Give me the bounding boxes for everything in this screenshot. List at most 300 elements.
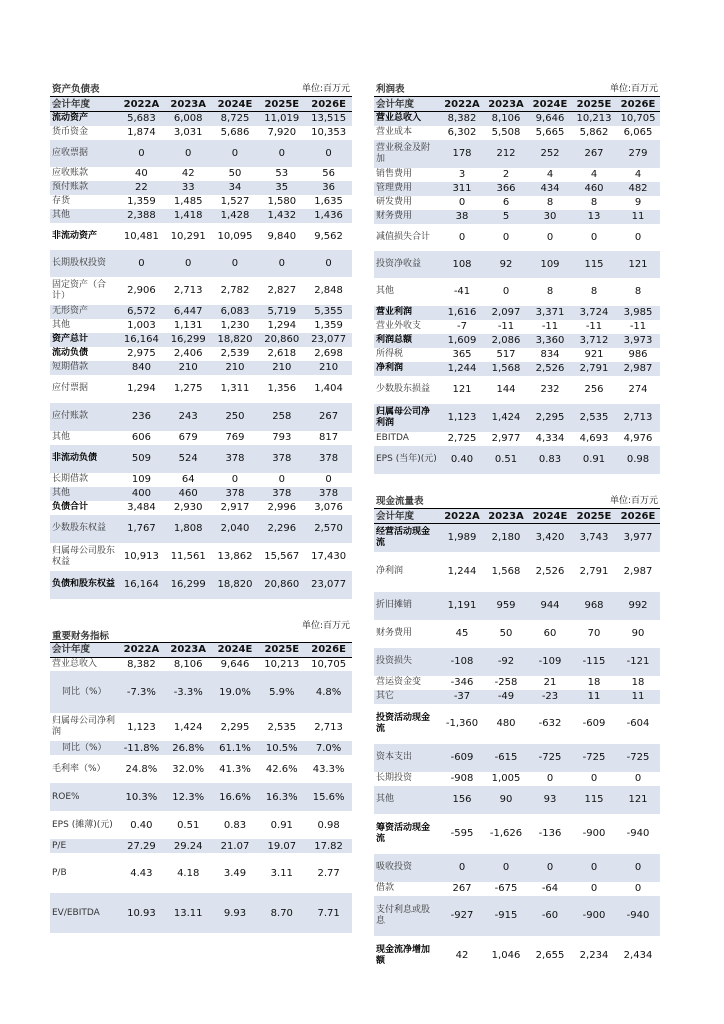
year-header-row (374, 509, 660, 524)
row-label: 吸收投资 (374, 854, 440, 882)
table-row (50, 893, 352, 933)
cash-flow-table (374, 494, 660, 976)
cell-value: 12.3% (165, 783, 212, 811)
cell-value: 0 (212, 140, 259, 167)
cell-value: 480 (496, 718, 516, 729)
table-row (50, 501, 352, 515)
cell-value: 434 (528, 182, 572, 196)
table-row (374, 182, 660, 196)
cell-value: 2,713 (314, 721, 343, 733)
cell-value: 41.3% (219, 763, 251, 775)
cell-value: 679 (178, 432, 198, 443)
cell-value: -632 (538, 718, 562, 729)
cell-value: -940 (626, 828, 650, 839)
cell-value: 16,299 (165, 571, 212, 599)
cell-value: -604 (626, 718, 650, 729)
cell-value: -108 (440, 648, 484, 676)
table-row (50, 403, 352, 431)
cell-value: 2,406 (173, 348, 203, 359)
cell-value: 13 (572, 210, 616, 224)
table-row (50, 223, 352, 250)
row-label: 利润总额 (374, 334, 440, 348)
table-row (374, 704, 660, 744)
cell-value: -609 (440, 744, 484, 772)
cell-value: 70 (587, 628, 601, 639)
cell-value: 2,086 (484, 334, 528, 348)
cell-value: 21 (543, 677, 557, 688)
cell-value: 9,646 (528, 112, 572, 126)
table-row (50, 112, 352, 126)
row-label: 无形资产 (50, 305, 118, 319)
cell-value: 1,616 (440, 306, 484, 320)
table-row (374, 126, 660, 140)
cell-value: 1,635 (314, 196, 343, 207)
balance-sheet-block (50, 82, 352, 599)
cell-value: 2,987 (616, 362, 660, 376)
cell-value: 17.82 (305, 839, 352, 853)
row-label: 营业成本 (376, 127, 413, 137)
cell-value: 2,713 (173, 285, 203, 296)
cell-value: 267 (572, 140, 616, 168)
row-label: 经营活动现金流 (374, 524, 440, 552)
cell-value: 90 (484, 786, 528, 814)
table-row (50, 167, 352, 181)
cell-value: 6,572 (118, 305, 165, 319)
cell-value: 2,535 (572, 404, 616, 432)
year-header: 2026E (616, 509, 660, 524)
table-row (50, 853, 352, 893)
cell-value: -927 (440, 896, 484, 936)
cell-value: 1,359 (314, 320, 343, 331)
cell-value: 40 (135, 168, 148, 179)
cell-value: 232 (540, 384, 560, 395)
cell-value: 90 (631, 628, 645, 639)
cell-value: 2,848 (314, 285, 343, 296)
cell-value: -7 (457, 321, 467, 332)
cell-value: 5,665 (535, 127, 565, 138)
row-label: 筹资活动现金流 (376, 822, 431, 844)
cell-value: 210 (212, 361, 259, 375)
table-row (374, 786, 660, 814)
cell-value: 45 (455, 628, 469, 639)
cell-value: 3,360 (528, 334, 572, 348)
cell-value: 6,008 (165, 112, 212, 126)
cell-value: 1,424 (173, 721, 203, 733)
cell-value: 36 (305, 181, 352, 195)
cell-value: 30 (528, 210, 572, 224)
row-label: 应付账款 (50, 403, 118, 431)
cell-value: 1,275 (173, 383, 203, 394)
cell-value: 33 (165, 181, 212, 195)
cell-value: -908 (450, 773, 474, 784)
row-label: 营业外收支 (376, 321, 422, 331)
cell-value: 986 (628, 349, 648, 360)
row-label: 营业税金及附加 (374, 140, 440, 168)
cell-value: 4 (590, 169, 598, 180)
table-row (50, 741, 352, 755)
row-label: 营运资金变 (376, 677, 422, 687)
cell-value: 11,561 (170, 551, 206, 562)
table-row (50, 209, 352, 223)
cell-value: -41 (453, 286, 471, 297)
financial-ratios-block (50, 612, 352, 933)
cell-value: 366 (484, 182, 528, 196)
row-label: 销售费用 (376, 169, 413, 179)
cell-value: 2,296 (258, 515, 305, 543)
table-row (50, 657, 352, 671)
cell-value: 7.0% (305, 741, 352, 755)
cell-value: 50 (499, 628, 513, 639)
table-row (50, 811, 352, 839)
cell-value: -60 (528, 896, 572, 936)
cell-value: 243 (165, 403, 212, 431)
cell-value: 3.49 (223, 867, 247, 879)
cell-value: 16.6% (212, 783, 259, 811)
cell-value: 4.18 (177, 867, 200, 879)
cell-value: 378 (212, 487, 259, 501)
fiscal-year-label: 会计年度 (374, 97, 440, 112)
row-label: 其他 (52, 432, 71, 442)
year-header: 2023A (165, 642, 212, 657)
cell-value: -900 (582, 828, 606, 839)
cell-value: -11.8% (118, 741, 165, 755)
row-label: 负债合计 (52, 502, 89, 512)
row-label: 净利润 (376, 566, 404, 576)
cell-value: -595 (450, 828, 474, 839)
cell-value: 42 (455, 950, 469, 961)
cell-value: 108 (440, 251, 484, 278)
fiscal-year-label: 会计年度 (374, 509, 440, 524)
cell-value: 1,294 (267, 320, 297, 331)
cell-value: 0 (258, 140, 305, 167)
cell-value: 0.91 (572, 446, 616, 474)
cell-value: 42 (181, 168, 195, 179)
cell-value: 6,302 (447, 127, 477, 138)
cell-value: 2,987 (623, 566, 653, 577)
table-row (374, 896, 660, 936)
cell-value: 5,355 (305, 305, 352, 319)
cell-value: 2,526 (535, 566, 565, 577)
cell-value: -11 (629, 321, 647, 332)
cell-value: 10,705 (616, 112, 660, 126)
table-row (50, 333, 352, 347)
row-label: 固定资产（合计） (52, 279, 107, 301)
cell-value: 115 (572, 786, 616, 814)
cell-value: 1,424 (484, 404, 528, 432)
cell-value: 0 (590, 773, 598, 784)
table-title: 利润表 (374, 82, 572, 97)
cell-value: 2,917 (220, 502, 250, 513)
table-row (374, 936, 660, 976)
table-row (50, 487, 352, 501)
cell-value: 1,418 (165, 209, 212, 223)
cell-value: 250 (212, 403, 259, 431)
cell-value: 992 (616, 592, 660, 620)
unit-label: 单位:百万元 (572, 494, 660, 509)
cell-value: 16,164 (118, 333, 165, 347)
cell-value: 3 (458, 169, 466, 180)
cell-value: 0 (325, 474, 332, 485)
row-label: 营业利润 (374, 306, 440, 320)
row-label: 研发费用 (376, 197, 413, 207)
cell-value: 1,527 (220, 196, 250, 207)
cell-value: 0 (616, 854, 660, 882)
cell-value: 5,686 (220, 127, 250, 138)
cell-value: -615 (484, 744, 528, 772)
balance-sheet-table (50, 82, 352, 599)
cell-value: 1,432 (258, 209, 305, 223)
cell-value: 6,447 (165, 305, 212, 319)
row-label: 应收账款 (52, 168, 89, 178)
cell-value: 64 (181, 474, 195, 485)
table-row (374, 744, 660, 772)
cell-value: 34 (212, 181, 259, 195)
year-header: 2022A (440, 509, 484, 524)
cell-value: 0 (458, 231, 466, 243)
cell-value: 4 (634, 169, 642, 180)
row-label: 同比（%） (50, 671, 118, 713)
cell-value: 11 (616, 210, 660, 224)
table-row (50, 543, 352, 571)
year-header: 2025E (572, 97, 616, 112)
cell-value: 0 (634, 883, 642, 894)
table-row (374, 690, 660, 704)
cell-value: 1,123 (127, 721, 156, 733)
cell-value: 210 (305, 361, 352, 375)
year-header-row (374, 97, 660, 112)
row-label: 预付账款 (50, 181, 118, 195)
cell-value: 8 (546, 197, 554, 208)
cell-value: 460 (572, 182, 616, 196)
cell-value: 3,371 (528, 306, 572, 320)
table-row (50, 431, 352, 445)
cell-value: 2,097 (484, 306, 528, 320)
cell-value: 2,180 (484, 524, 528, 552)
cell-value: 2,996 (267, 502, 297, 513)
cell-value: 11,019 (258, 112, 305, 126)
table-row (374, 676, 660, 690)
cell-value: 1,874 (127, 127, 156, 138)
cell-value: 460 (165, 487, 212, 501)
cell-value: 2,535 (267, 721, 297, 733)
table-row (50, 375, 352, 403)
cell-value: 1,294 (127, 383, 156, 394)
table-row (50, 713, 352, 741)
cell-value: 378 (305, 487, 352, 501)
year-header: 2024E (528, 509, 572, 524)
cell-value: 50 (228, 168, 242, 179)
row-label: 资产总计 (50, 333, 118, 347)
row-label: 少数股东损益 (376, 384, 431, 394)
cell-value: 0 (572, 854, 616, 882)
cell-value: 378 (212, 445, 259, 473)
cell-value: 1,005 (491, 773, 521, 784)
cell-value: 8,382 (440, 112, 484, 126)
cell-value: 4 (546, 169, 554, 180)
row-label: 流动负债 (52, 348, 89, 358)
cell-value: 92 (484, 251, 528, 278)
table-row (374, 814, 660, 854)
year-header: 2025E (572, 509, 616, 524)
cell-value: 4,693 (579, 433, 609, 444)
year-header: 2023A (484, 97, 528, 112)
row-label: 其他 (52, 320, 71, 330)
table-row (50, 195, 352, 209)
table-row (374, 251, 660, 278)
cell-value: 769 (225, 432, 245, 443)
cell-value: -11 (585, 321, 603, 332)
table-title-row (50, 82, 352, 97)
table-row (50, 361, 352, 375)
cell-value: 2,040 (212, 515, 259, 543)
cell-value: 93 (528, 786, 572, 814)
cell-value: 256 (584, 384, 604, 395)
row-label: EV/EBITDA (50, 893, 118, 933)
cell-value: 3,712 (572, 334, 616, 348)
row-label: 净利润 (374, 362, 440, 376)
cell-value: 11 (616, 690, 660, 704)
cell-value: -49 (484, 690, 528, 704)
cell-value: 8,106 (173, 658, 203, 670)
cell-value: 8 (590, 286, 598, 297)
cell-value: 3,724 (572, 306, 616, 320)
table-row (374, 348, 660, 362)
table-row (374, 362, 660, 376)
cell-value: 0.98 (317, 819, 340, 831)
table-row (374, 882, 660, 896)
cell-value: 8 (590, 197, 598, 208)
cell-value: 43.3% (312, 763, 345, 775)
table-row (374, 112, 660, 126)
cell-value: 53 (275, 168, 289, 179)
cell-value: 10,705 (311, 658, 347, 670)
cell-value: 1,356 (267, 383, 297, 394)
cell-value: 7,920 (267, 127, 297, 138)
cell-value: 0.40 (130, 819, 153, 831)
cell-value: 210 (258, 361, 305, 375)
cell-value: 1,767 (118, 515, 165, 543)
row-label: 营业总收入 (52, 658, 98, 669)
cell-value: 3,743 (572, 524, 616, 552)
cell-value: 10.93 (118, 893, 165, 933)
cell-value: 10,213 (572, 112, 616, 126)
cell-value: -675 (494, 883, 518, 894)
row-label: 非流动资产 (52, 230, 98, 241)
cell-value: 9.93 (212, 893, 259, 933)
table-title: 资产负债表 (50, 82, 258, 97)
row-label: 管理费用 (374, 182, 440, 196)
cell-value: 3,484 (127, 502, 156, 513)
cell-value: -900 (572, 896, 616, 936)
cell-value: 42.6% (265, 763, 298, 775)
cell-value: 2,827 (267, 285, 297, 296)
table-row (50, 515, 352, 543)
table-row (374, 524, 660, 552)
cell-value: 0 (546, 231, 554, 243)
table-row (374, 306, 660, 320)
year-header-row (50, 642, 352, 657)
table-row (374, 592, 660, 620)
income-statement-table (374, 82, 660, 474)
cell-value: 267 (305, 403, 352, 431)
cell-value: 3,031 (173, 127, 203, 138)
cell-value: 1,131 (173, 320, 203, 331)
cell-value: 0 (165, 250, 212, 277)
cell-value: 279 (616, 140, 660, 168)
row-label: 其他 (50, 209, 118, 223)
cell-value: 3,977 (616, 524, 660, 552)
cell-value: 2,234 (579, 950, 609, 961)
cell-value: 4,334 (535, 433, 565, 444)
cell-value: 0.91 (270, 819, 293, 831)
row-label: 长期借款 (52, 474, 89, 484)
cell-value: 0 (278, 474, 285, 485)
cell-value: 0 (231, 474, 239, 485)
year-header: 2025E (258, 97, 305, 112)
table-row (50, 305, 352, 319)
cell-value: 0 (634, 231, 642, 243)
table-title: 现金流量表 (374, 494, 572, 509)
cell-value: 517 (496, 349, 516, 360)
row-label: 存货 (52, 196, 71, 206)
table-row (374, 648, 660, 676)
table-row (50, 347, 352, 361)
cell-value: 0 (528, 854, 572, 882)
cell-value: 5.9% (258, 671, 305, 713)
cell-value: 10,291 (170, 230, 206, 242)
cell-value: 10,095 (217, 230, 253, 242)
cell-value: 0 (118, 250, 165, 277)
cell-value: 27.29 (118, 839, 165, 853)
row-label: EPS (当年)(元) (374, 446, 440, 474)
year-header: 2022A (118, 642, 165, 657)
cell-value: 6 (502, 197, 510, 208)
fiscal-year-label: 会计年度 (50, 642, 118, 657)
row-label: EBITDA (376, 433, 409, 443)
row-label: 借款 (376, 883, 395, 893)
row-label: 营业总收入 (374, 112, 440, 126)
table-row (50, 783, 352, 811)
cell-value: 2,782 (220, 285, 250, 296)
cell-value: 22 (118, 181, 165, 195)
cell-value: 793 (272, 432, 292, 443)
cell-value: 834 (540, 349, 560, 360)
cell-value: 3.11 (270, 867, 293, 879)
cell-value: 8,382 (127, 658, 156, 670)
cell-value: -1,626 (489, 828, 523, 839)
table-row (374, 772, 660, 786)
cell-value: 0 (118, 140, 165, 167)
cell-value: 3,985 (616, 306, 660, 320)
cell-value: -37 (440, 690, 484, 704)
row-label: 长期股权投资 (50, 250, 118, 277)
row-label: 支付利息或股息 (374, 896, 440, 936)
cell-value: 2,295 (220, 721, 250, 733)
cell-value: 1,568 (491, 566, 521, 577)
row-label: 财务费用 (374, 210, 440, 224)
cell-value: 5,683 (118, 112, 165, 126)
cell-value: 20,860 (258, 571, 305, 599)
cell-value: -1,360 (445, 718, 479, 729)
cell-value: -609 (582, 718, 606, 729)
cell-value: 20,860 (258, 333, 305, 347)
cell-value: 258 (258, 403, 305, 431)
table-title-row (374, 82, 660, 97)
cell-value: 1,436 (305, 209, 352, 223)
cell-value: 1,230 (220, 320, 250, 331)
cell-value: 1,244 (447, 566, 477, 577)
cell-value: 10.5% (258, 741, 305, 755)
